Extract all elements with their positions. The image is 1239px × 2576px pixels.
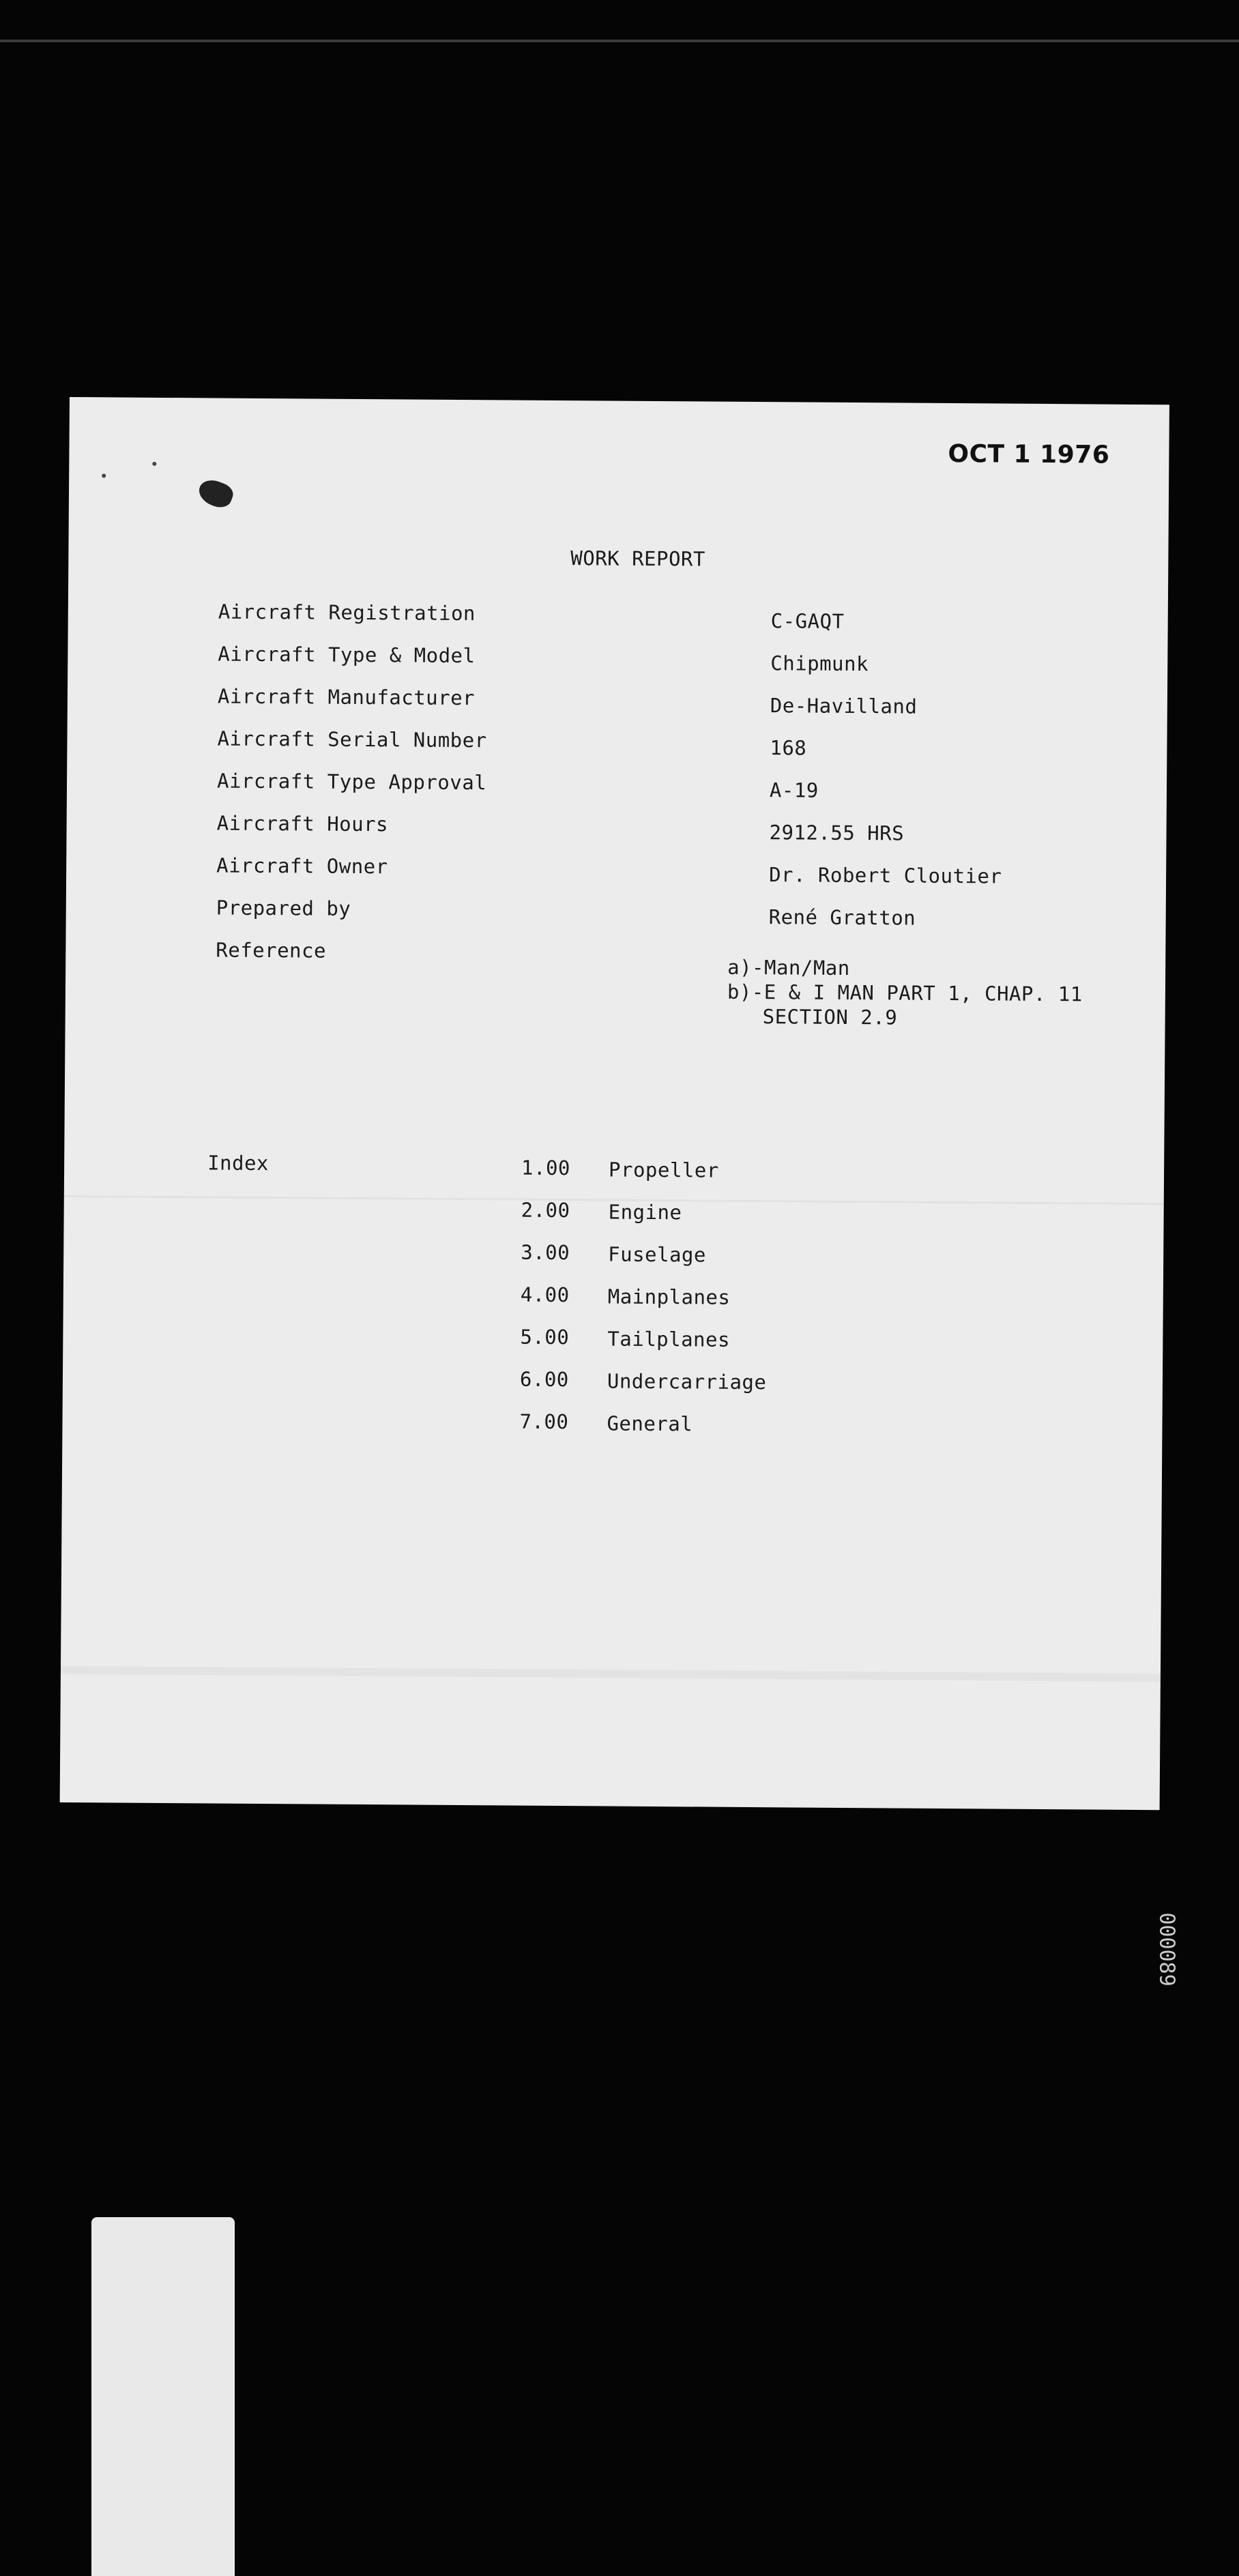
index-number: 4.00 [520, 1283, 570, 1307]
index-number: 1.00 [521, 1156, 571, 1180]
speck [102, 473, 106, 478]
field-label: Aircraft Manufacturer [217, 684, 476, 710]
index-item: Mainplanes [607, 1285, 731, 1309]
index-number: 2.00 [521, 1198, 570, 1223]
field-value: De-Havilland [770, 694, 918, 718]
reference-line: a)-Man/Man [727, 955, 850, 980]
reference-line: SECTION 2.9 [762, 1005, 898, 1029]
field-label: Aircraft Type Approval [216, 769, 487, 795]
field-label: Reference [216, 938, 327, 963]
index-item: Engine [608, 1200, 682, 1225]
index-label: Index [207, 1151, 269, 1175]
reference-line: b)-E & I MAN PART 1, CHAP. 11 [727, 980, 1083, 1006]
ink-blot [195, 476, 235, 511]
date-stamp: OCT 1 1976 [948, 439, 1110, 469]
index-number: 3.00 [521, 1240, 570, 1265]
field-value: C-GAQT [770, 609, 845, 633]
field-value: 168 [770, 736, 807, 760]
film-edge-line [0, 40, 1239, 42]
field-value: Dr. Robert Cloutier [769, 863, 1002, 888]
frame-number: 000089 [1154, 1912, 1179, 1987]
index-item: Tailplanes [607, 1327, 731, 1351]
speck [152, 462, 156, 466]
field-label: Aircraft Registration [218, 600, 476, 626]
field-label: Aircraft Owner [216, 853, 388, 879]
document-page [60, 397, 1169, 1810]
field-value: A-19 [769, 778, 819, 802]
film-leader-strip [91, 2217, 235, 2576]
index-number: 7.00 [519, 1409, 569, 1434]
index-item: General [607, 1411, 693, 1436]
index-item: Propeller [608, 1158, 719, 1182]
index-number: 5.00 [520, 1325, 570, 1349]
field-label: Aircraft Serial Number [217, 727, 487, 752]
field-value: 2912.55 HRS [769, 821, 905, 845]
index-item: Fuselage [608, 1242, 707, 1267]
field-value: René Gratton [768, 905, 916, 930]
field-label: Prepared by [216, 896, 351, 920]
field-label: Aircraft Hours [216, 811, 389, 836]
index-item: Undercarriage [607, 1369, 767, 1394]
field-label: Aircraft Type & Model [218, 642, 476, 668]
field-value: Chipmunk [770, 652, 869, 676]
index-number: 6.00 [519, 1367, 569, 1392]
page-title: WORK REPORT [570, 546, 706, 571]
